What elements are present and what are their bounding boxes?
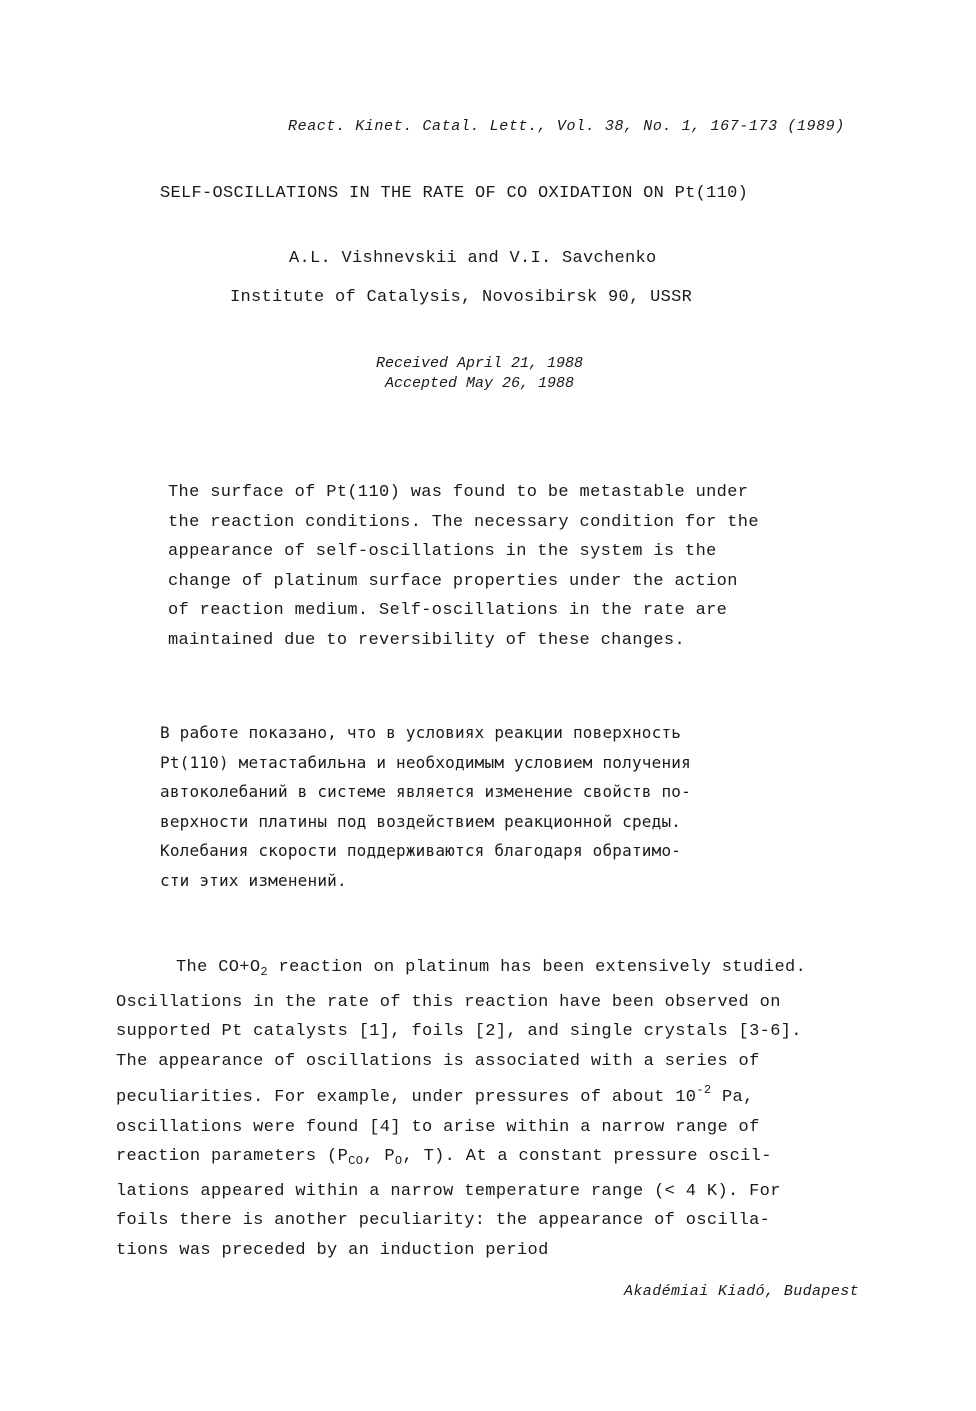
abstract-line: maintained due to reversibility of these changes. [168, 630, 686, 650]
body-line: tions was preceded by an induction period [116, 1240, 549, 1260]
body-line: oscillations were found [4] to arise within a narrow range of [116, 1117, 760, 1137]
abstract-line: Pt(110) метастабильна и необходимым условием получения [160, 752, 691, 772]
abstract-line: верхности платины под воздействием реакционной среды. [160, 811, 682, 831]
abstract-line: автоколебаний в системе является изменение свойств по- [160, 782, 691, 801]
body-line: reaction parameters ($P_{CO}$, $P_O$, T). At a constant pressure oscil- [116, 1147, 772, 1168]
body-line: supported Pt catalysts [1], foils [2], and single crystals [3-6]. [116, 1022, 802, 1041]
abstract-line: appearance of self-oscillations in the system is the [168, 542, 717, 561]
journal-citation: React. Kinet. Catal. Lett., Vol. 38, No. 1, 167-173 (1989) [288, 118, 845, 135]
abstract-line: change of platinum surface properties under the action [168, 571, 738, 591]
received-date: Received April 21, 1988 [376, 355, 584, 372]
institution: Institute of Catalysis, Novosibirsk 90, USSR [230, 288, 693, 307]
abstract-english [168, 478, 838, 655]
abstract-line: the reaction conditions. The necessary condition for the [168, 512, 759, 532]
publisher-footer: Akadémiai Kiadó, Budapest [624, 1283, 860, 1300]
abstract-line: of reaction medium. Self-oscillations in the rate are [168, 601, 728, 620]
abstract-russian [160, 718, 820, 895]
body-line: Oscillations in the rate of this reaction have been observed on [116, 992, 781, 1012]
body-line: The $CO+O_2$ reaction on platinum has been extensively studied. [176, 958, 807, 979]
body-paragraph [116, 953, 906, 1265]
authors: A.L. Vishnevskii and V.I. Savchenko [289, 249, 657, 268]
abstract-line: сти этих изменений. [160, 870, 347, 890]
dates [376, 354, 583, 394]
body-line: foils there is another peculiarity: the appearance of oscilla- [116, 1211, 771, 1230]
body-line: peculiarities. For example, under pressures of about $10^{-2}$ Pa, [116, 1083, 754, 1107]
abstract-line: В работе показано, что в условиях реакции поверхность [160, 723, 682, 742]
accepted-date: Accepted May 26, 1988 [385, 375, 575, 392]
abstract-line: The surface of Pt(110) was found to be metastable under [168, 483, 749, 502]
paper-title: SELF-OSCILLATIONS IN THE RATE OF CO OXIDATION ON Pt(110) [160, 184, 749, 203]
body-line: lations appeared within a narrow temperature range (< 4 K). For [116, 1181, 781, 1201]
body-line: The appearance of oscillations is associated with a series of [116, 1051, 760, 1071]
abstract-line: Колебания скорости поддерживаются благодаря обратимо- [160, 841, 682, 860]
